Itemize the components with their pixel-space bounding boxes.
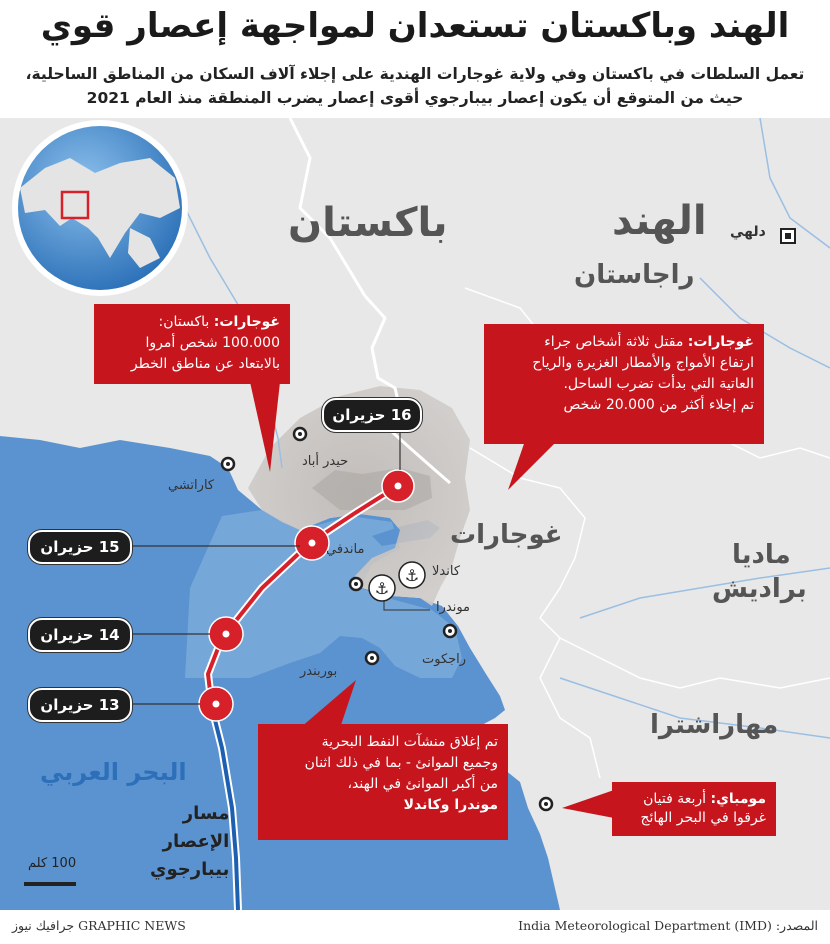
publisher-credit: GRAPHIC NEWS جرافيك نيوز [12, 918, 186, 933]
anchor-icon-mundra [369, 575, 395, 601]
label-mandvi: ماندفي [326, 542, 365, 557]
callout-gujarat-head: غوجارات: [687, 334, 754, 350]
label-track-line-3: بيبارجوي [150, 859, 230, 880]
city-marker-rajkot [444, 625, 456, 637]
city-marker-porbandar [366, 652, 378, 664]
date-pill-14: 14 حزيران [28, 618, 132, 652]
header [0, 0, 830, 118]
callout-gujarat [484, 324, 764, 444]
label-pakistan: باكستان [288, 200, 448, 246]
label-india: الهند [612, 198, 707, 244]
source-credit: المصدر: India Meteorological Department (IMD) [518, 918, 818, 933]
subtitle-line-1: تعمل السلطات في باكستان وفي ولاية غوجارات الهندية على إجلاء آلاف السكان من المناطق الساحلية، [25, 65, 805, 83]
label-madhya-1: ماديا [732, 540, 791, 570]
subtitle-line-2: حيث من المتوقع أن يكون إعصار بيبارجوي أقوى إعصار يضرب المنطقة منذ العام 2021 [86, 89, 744, 107]
city-marker-mumbai [540, 798, 552, 810]
date-pill-16: 16 حزيران [322, 398, 422, 432]
city-marker-delhi [781, 229, 795, 243]
label-rajasthan: راجاستان [574, 260, 695, 290]
page-subtitle [20, 62, 810, 110]
callout-ports-body-1: تم إغلاق منشآت النفط البحرية [321, 734, 498, 750]
cyclone-icon-13 [199, 687, 233, 721]
label-kandla: كاندلا [432, 564, 461, 579]
svg-text:⚓: ⚓ [374, 579, 390, 598]
callout-pakistan-body-1: باكستان: [158, 314, 210, 330]
date-pill-15: 15 حزيران [28, 530, 132, 564]
label-track-line-2: الإعصار [162, 831, 230, 852]
callout-ports-body-3: من أكبر الموانئ في الهند، [347, 776, 498, 792]
callout-pakistan [94, 304, 290, 384]
city-marker-karachi [222, 458, 234, 470]
label-mundra: موندرا [436, 600, 471, 615]
callout-mumbai-body-1: أربعة فتيان [643, 791, 707, 807]
footer [0, 910, 830, 944]
label-cyclone-track [150, 800, 229, 884]
cyclone-icon-16 [382, 470, 414, 502]
city-marker-mandvi [350, 578, 362, 590]
callout-pakistan-head: غوجارات: [213, 314, 280, 330]
label-porbandar: بوربندر [300, 664, 338, 679]
label-maharashtra: مهاراشترا [650, 710, 779, 740]
map [0, 118, 830, 910]
label-karachi: كاراتشي [168, 478, 215, 493]
locator-globe [12, 120, 188, 296]
callout-mumbai-body-2: غرقوا في البحر الهائج [640, 810, 766, 826]
callout-gujarat-body-3: العاتية التي بدأت تضرب الساحل. [563, 376, 754, 392]
cyclone-icon-15 [295, 526, 329, 560]
label-arabian-sea: البحر العربي [40, 758, 187, 786]
label-hyderabad: حيدر أباد [302, 454, 349, 469]
label-gujarat: غوجارات [450, 520, 563, 550]
label-delhi: دلهي [730, 224, 766, 240]
callout-ports-body-4: موندرا وكاندلا [403, 797, 498, 813]
cyclone-icon-14 [209, 617, 243, 651]
page-title: الهند وباكستان تستعدان لمواجهة إعصار قوي [40, 6, 790, 46]
scale-label: 100 كلم [28, 856, 77, 871]
callout-ports [258, 724, 508, 840]
label-track-line-1: مسار [182, 803, 230, 824]
svg-text:⚓: ⚓ [404, 566, 420, 585]
callout-mumbai [612, 782, 776, 836]
callout-gujarat-body-1: مقتل ثلاثة أشخاص جراء [544, 334, 684, 350]
city-marker-hyderabad [294, 428, 306, 440]
callout-pakistan-body-2: 100.000 شخص أمروا [145, 335, 280, 351]
callout-pakistan-body-3: بالابتعاد عن مناطق الخطر [130, 356, 280, 372]
callout-gujarat-body-2: ارتفاع الأمواج والأمطار الغزيرة والرياح [532, 355, 754, 371]
callout-mumbai-head: مومباي: [710, 791, 766, 807]
label-madhya-2: براديش [712, 574, 807, 604]
label-rajkot: راجكوت [422, 652, 467, 667]
date-pill-13: 13 حزيران [28, 688, 132, 722]
callout-gujarat-body-4: تم إجلاء أكثر من 20.000 شخص [563, 397, 754, 413]
callout-ports-body-2: وجميع الموانئ - بما في ذلك اثنان [304, 755, 498, 771]
anchor-icon-kandla [399, 562, 425, 588]
